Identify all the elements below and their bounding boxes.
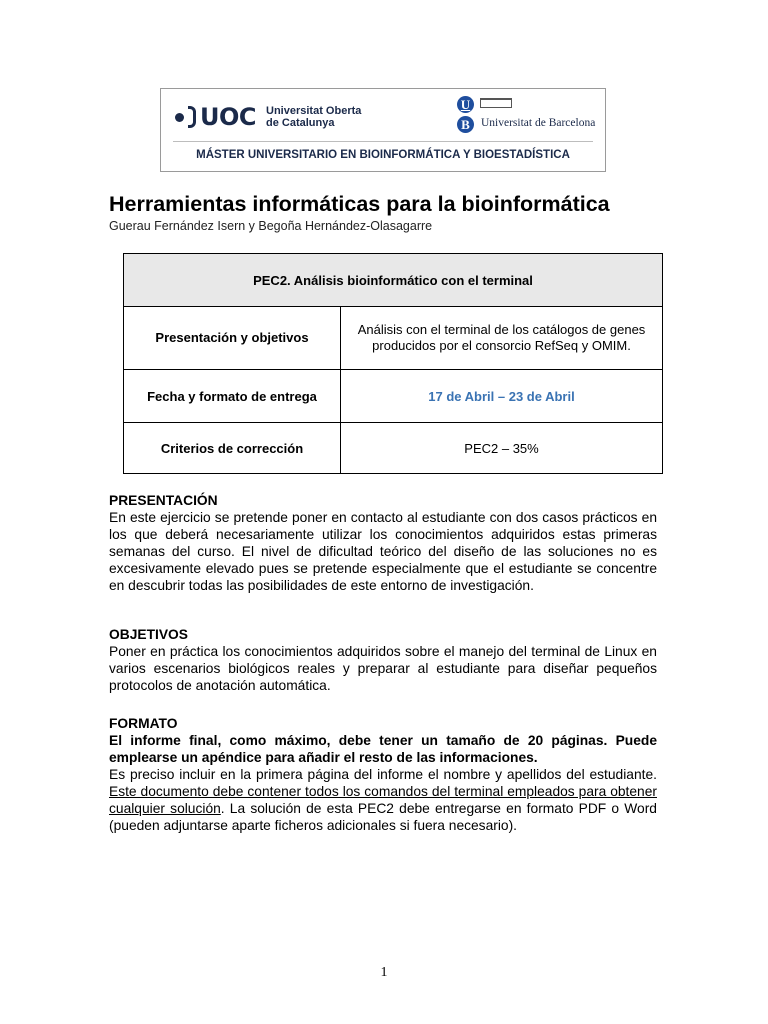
section-body: En este ejercicio se pretende poner en contacto al estudiante con dos casos prácticos en los que deberá necesariamente utilizar los conocimientos adquiridos estas primeras semanas del curso. El nivel de dificultad teórico del diseño de las soluciones no es excesivamente elevado pues se pretende especialmente que el estudiante se concentre en descubrir todas las posibilidades de este entorno de investigación. <box>109 510 657 593</box>
ub-logo <box>457 95 602 135</box>
section-body: Poner en práctica los conocimientos adquiridos sobre el manejo del terminal de Linux en varios escenarios biológicos reales y preparar al estudiante para diseñar pequeños protocolos de anotación automática. <box>109 644 657 693</box>
section-heading: OBJETIVOS <box>109 627 188 642</box>
format-underlined-text: Este documento debe contener todos los comandos del terminal empleados para obtener cualquier solución <box>109 784 657 816</box>
uoc-name <box>266 105 361 129</box>
document-authors: Guerau Fernández Isern y Begoña Hernández-Olasagarre <box>109 219 433 233</box>
ub-building-icon <box>480 98 512 108</box>
format-requirement: El informe final, como máximo, debe tener un tamaño de 20 páginas. Puede emplearse un apéndice para añadir el resto de las informaciones. <box>109 733 657 765</box>
section-presentacion <box>109 492 657 594</box>
table-row <box>124 423 663 474</box>
section-body <box>109 766 657 834</box>
format-text-before: Es preciso incluir en la primera página del informe el nombre y apellidos del estudiante. <box>109 767 657 782</box>
assignment-info-table <box>123 253 663 474</box>
row-label: Fecha y formato de entrega <box>124 370 341 423</box>
section-heading: PRESENTACIÓN <box>109 493 218 508</box>
delivery-dates: 17 de Abril – 23 de Abril <box>341 370 663 423</box>
section-heading: FORMATO <box>109 716 178 731</box>
ub-initial-u: U <box>457 96 474 113</box>
row-label: Criterios de corrección <box>124 423 341 474</box>
row-label: Presentación y objetivos <box>124 307 341 370</box>
row-value: PEC2 – 35% <box>341 423 663 474</box>
page-number: 1 <box>380 965 388 980</box>
format-text-after: . La solución de esta PEC2 debe entregarse en formato PDF o Word (pueden adjuntarse aparte ficheros adicionales si fuera necesario). <box>109 801 657 833</box>
table-heading-row <box>124 254 663 307</box>
uoc-logo <box>175 103 361 131</box>
row-value: Análisis con el terminal de los catálogos de genes producidos por el consorcio RefSeq y OMIM. <box>341 307 663 370</box>
table-row <box>124 307 663 370</box>
uoc-logo-text: UOC <box>200 103 257 131</box>
uoc-name-line1: Universitat Oberta <box>266 105 362 117</box>
institution-header <box>160 88 606 172</box>
section-formato <box>109 715 657 834</box>
ub-initial-b: B <box>457 116 474 133</box>
table-row <box>124 370 663 423</box>
ub-name: Universitat de Barcelona <box>481 117 596 129</box>
uoc-name-line2: de Catalunya <box>266 117 335 129</box>
section-objetivos <box>109 626 657 694</box>
master-title: MÁSTER UNIVERSITARIO EN BIOINFORMÁTICA Y BIOESTADÍSTICA <box>196 149 570 161</box>
table-heading: PEC2. Análisis bioinformático con el terminal <box>124 254 663 307</box>
uoc-logo-mark <box>175 106 200 128</box>
document-title: Herramientas informáticas para la bioinformática <box>109 192 610 216</box>
header-divider <box>173 141 593 142</box>
